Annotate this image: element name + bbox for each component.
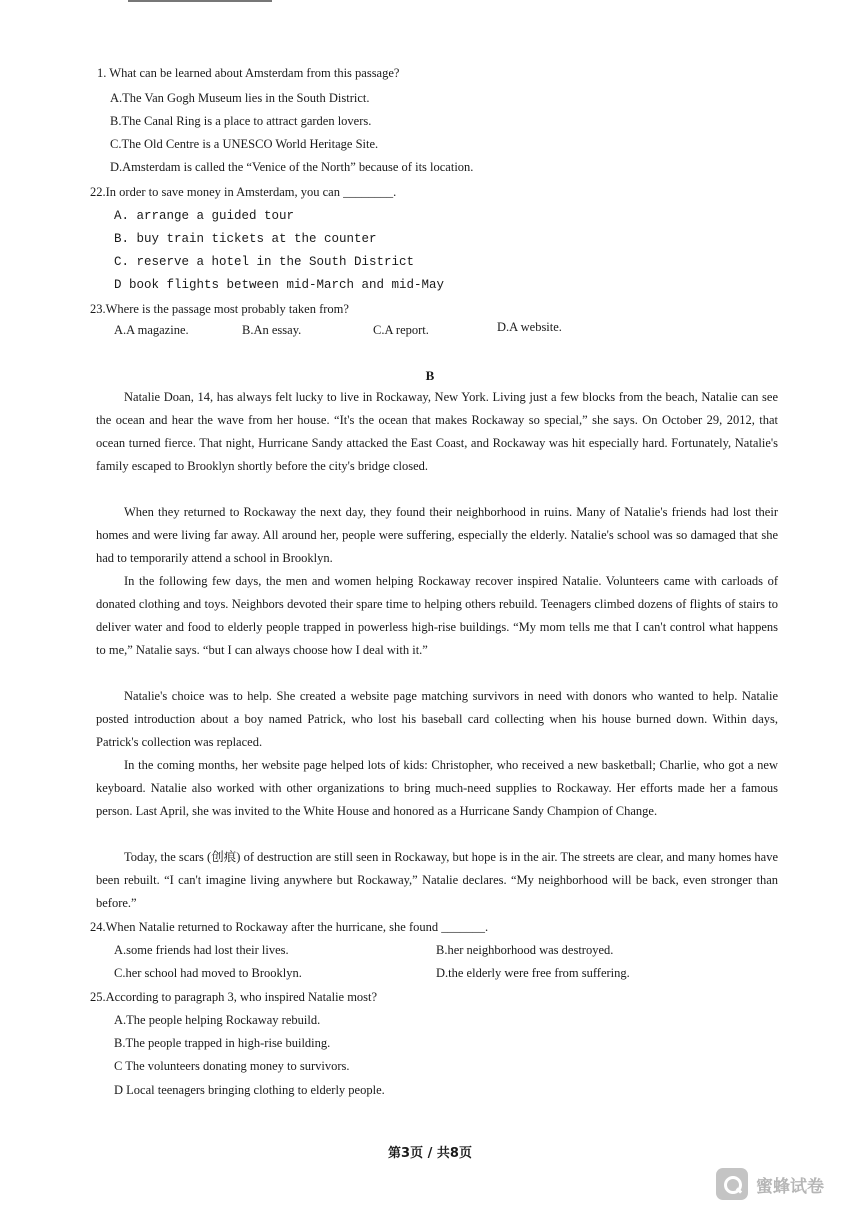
question-25-stem: 25.According to paragraph 3, who inspired Natalie most? — [90, 990, 378, 1004]
question-24-option-b: B.her neighborhood was destroyed. — [436, 943, 614, 957]
passage-paragraph-5: In the coming months, her website page helped lots of kids: Christopher, who received a new basketball; Charlie, who got a new keyboard. Natalie also worked with other organizations to bring much-need supplies to Rockaway. Her efforts made her a famous person. Last April, she was invited to the White House and honored as a Hurricane Sandy Champion of Change. — [96, 758, 778, 818]
question-22-option-b: B. buy train tickets at the counter — [114, 232, 377, 246]
question-22-option-d: D book flights between mid-March and mid-May — [114, 278, 445, 292]
question-21-option-d: D.Amsterdam is called the “Venice of the North” because of its location. — [110, 160, 474, 174]
question-23-option-d: D.A website. — [497, 320, 562, 334]
top-rule — [128, 0, 272, 2]
question-24-option-c: C.her school had moved to Brooklyn. — [114, 966, 302, 980]
question-23-option-a: A.A magazine. — [114, 323, 189, 337]
question-21-option-b: B.The Canal Ring is a place to attract garden lovers. — [110, 114, 372, 128]
search-icon — [716, 1168, 748, 1200]
question-22-option-c: C. reserve a hotel in the South District — [114, 255, 415, 269]
passage-paragraph-2: When they returned to Rockaway the next day, they found their neighborhood in ruins. Many of Natalie's friends had lost their homes and were living far away. All around her, people were suffering, especially the elderly. Natalie's school was so damaged that she had to temporarily attend a school in Brooklyn. — [96, 505, 778, 565]
passage-paragraph-1: Natalie Doan, 14, has always felt lucky to live in Rockaway, New York. Living just a few blocks from the beach, Natalie can see the ocean and hear the wave from her house. “It's the ocean that makes Rockaway so special,” she says. On October 29, 2012, that ocean turned fierce. That night, Hurricane Sandy attacked the East Coast, and Rockaway was hit especially hard. Fortunately, Natalie's family escaped to Brooklyn shortly before the city's bridge closed. — [96, 390, 778, 473]
question-24-stem: 24.When Natalie returned to Rockaway after the hurricane, she found _______. — [90, 920, 489, 934]
question-23-stem: 23.Where is the passage most probably taken from? — [90, 302, 349, 316]
question-21-stem: 1. What can be learned about Amsterdam from this passage? — [97, 66, 400, 80]
question-22-option-a: A. arrange a guided tour — [114, 209, 295, 223]
question-24-option-a: A.some friends had lost their lives. — [114, 943, 289, 957]
question-21-option-c: C.The Old Centre is a UNESCO World Heritage Site. — [110, 137, 379, 151]
question-24-option-d: D.the elderly were free from suffering. — [436, 966, 630, 980]
question-22-stem: 22.In order to save money in Amsterdam, you can ________. — [90, 185, 397, 199]
question-25-option-d: D Local teenagers bringing clothing to elderly people. — [114, 1083, 385, 1097]
passage-paragraph-6: Today, the scars (创痕) of destruction are still seen in Rockaway, but hope is in the air. The streets are clear, and many homes have been rebuilt. “I can't imagine living anywhere but Rockaway,” Natalie declares. “My neighborhood will be back, even stronger than before.” — [96, 850, 778, 910]
question-21-option-a: A.The Van Gogh Museum lies in the South District. — [110, 91, 370, 105]
page-number: 第3页 / 共8页 — [388, 1146, 472, 1161]
question-23-option-b: B.An essay. — [242, 323, 302, 337]
question-25-option-a: A.The people helping Rockaway rebuild. — [114, 1013, 321, 1027]
watermark — [716, 1168, 824, 1200]
question-25-option-b: B.The people trapped in high-rise building. — [114, 1036, 331, 1050]
watermark-text: 蜜蜂试卷 — [756, 1176, 824, 1197]
question-25-option-c: C The volunteers donating money to survivors. — [114, 1059, 350, 1073]
section-label: B — [425, 368, 435, 383]
passage-paragraph-3: In the following few days, the men and women helping Rockaway recover inspired Natalie. Volunteers came with carloads of donated clothing and toys. Neighbors devoted their spare time to helping others rebuild. Teenagers climbed dozens of flights of stairs to deliver water and food to elderly people trapped in powerless high-rise buildings. “My mom tells me that I can't control what happens to me,” Natalie says. “but I can always choose how I deal with it.” — [96, 574, 778, 657]
question-23-option-c: C.A report. — [373, 323, 429, 337]
passage-paragraph-4: Natalie's choice was to help. She created a website page matching survivors in need with donors who wanted to help. Natalie posted introduction about a boy named Patrick, who lost his baseball card collecting when his house burned down. Within days, Patrick's collection was replaced. — [96, 689, 778, 749]
